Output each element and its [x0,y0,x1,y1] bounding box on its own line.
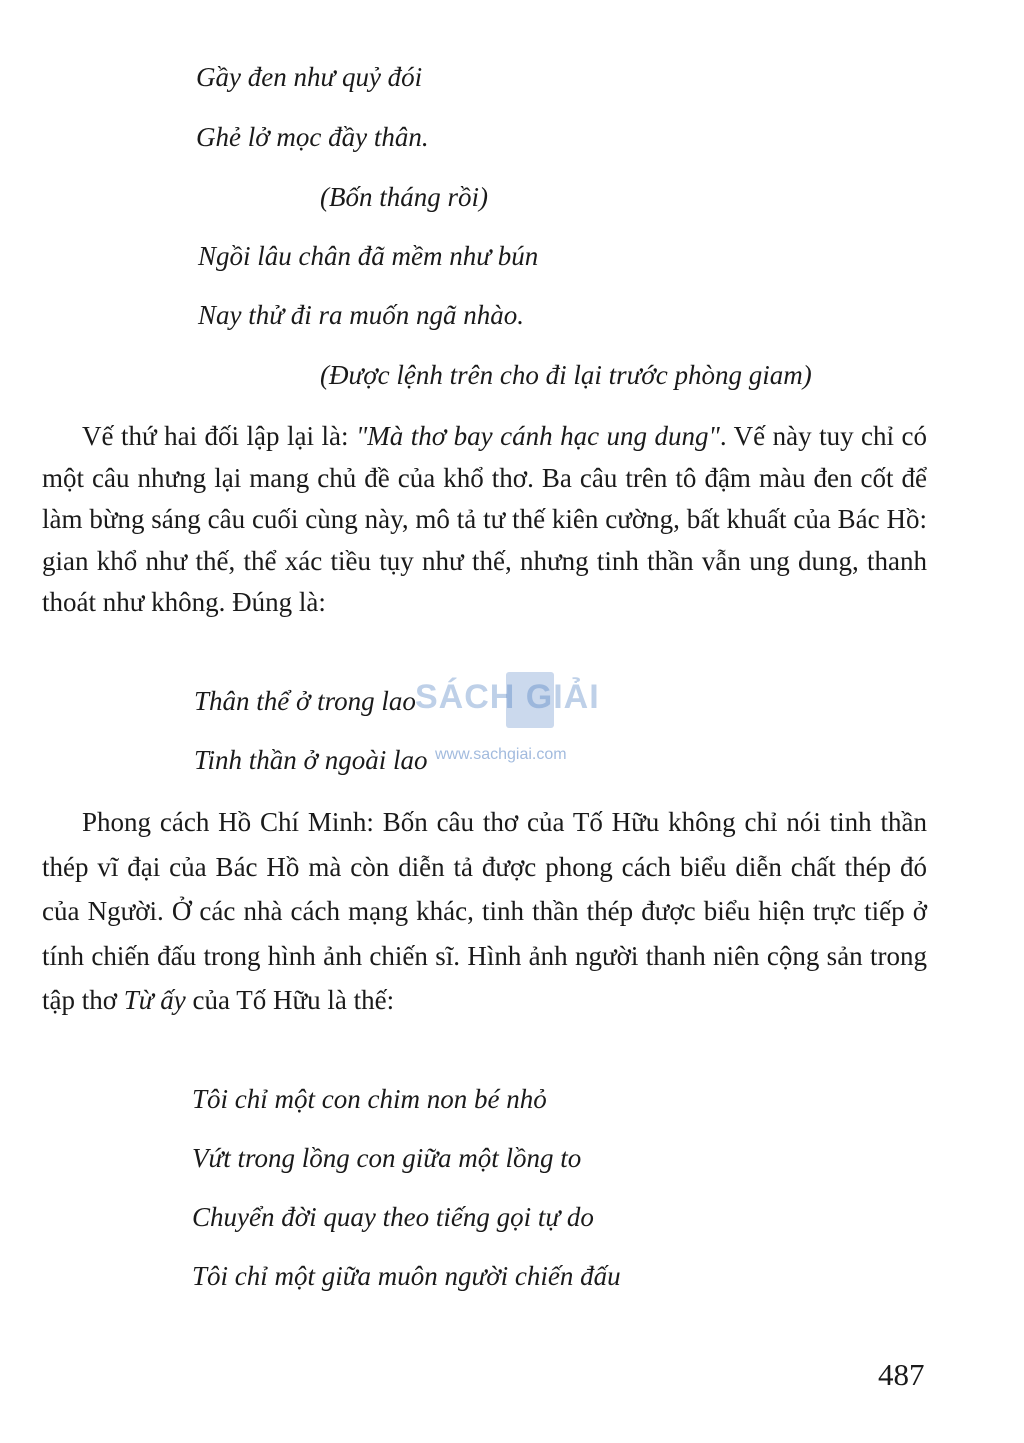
poem-line: Thân thể ở trong lao [194,686,416,716]
paragraph-text: của Tố Hữu là thế: [185,985,395,1015]
poem-line: Ghẻ lở mọc đầy thân. [196,122,429,152]
poem-line: Tôi chỉ một con chim non bé nhỏ [192,1084,547,1114]
poem-line: Nay thử đi ra muốn ngã nhào. [198,300,524,330]
poem-line: Tinh thần ở ngoài lao [194,745,428,775]
poem-annotation: (Được lệnh trên cho đi lại trước phòng giam) [320,360,812,390]
body-paragraph [42,416,927,624]
paragraph-intro: Vế thứ hai đối lập lại là: [82,421,356,451]
poem-line: Tôi chỉ một giữa muôn người chiến đấu [192,1261,621,1291]
poem-annotation: (Bốn tháng rồi) [320,182,488,212]
watermark-logo: SÁCH GIẢI [415,678,600,716]
paragraph-text: Phong cách Hồ Chí Minh: Bốn câu thơ của Tố Hữu không chỉ nói tinh thần thép vĩ đại của Bác Hồ mà còn diễn tả được phong cách biểu diễn chất thép đó của Người. Ở các nhà cách mạng khác, tinh thần thép được biểu hiện trực tiếp ở tính chiến đấu trong hình ảnh chiến sĩ. Hình ảnh người thanh niên cộng sản trong tập thơ [42,807,927,1015]
watermark-logo-box [506,672,554,728]
poem-line: Vứt trong lồng con giữa một lồng to [192,1143,582,1173]
paragraph-text: . Vế này tuy chỉ có một câu nhưng lại mang chủ đề của khổ thơ. Ba câu trên tô đậm màu đen cốt để làm bừng sáng câu cuối cùng này, mô tả tư thế kiên cường, bất khuất của Bác Hồ: gian khổ như thế, thể xác tiều tụy như thế, nhưng tinh thần vẫn ung dung, thanh thoát như không. Đúng là: [42,421,928,618]
poem-line: Chuyển đời quay theo tiếng gọi tự do [192,1202,594,1232]
body-paragraph [42,800,927,1023]
watermark [415,672,625,772]
page-number: 487 [878,1357,925,1392]
poem-line: Gầy đen như quỷ đói [196,62,423,92]
book-title: Từ ấy [123,985,186,1015]
paragraph-quote: "Mà thơ bay cánh hạc ung dung" [355,421,720,451]
watermark-url: www.sachgiai.com [435,746,567,763]
poem-line: Ngồi lâu chân đã mềm như bún [198,241,539,271]
